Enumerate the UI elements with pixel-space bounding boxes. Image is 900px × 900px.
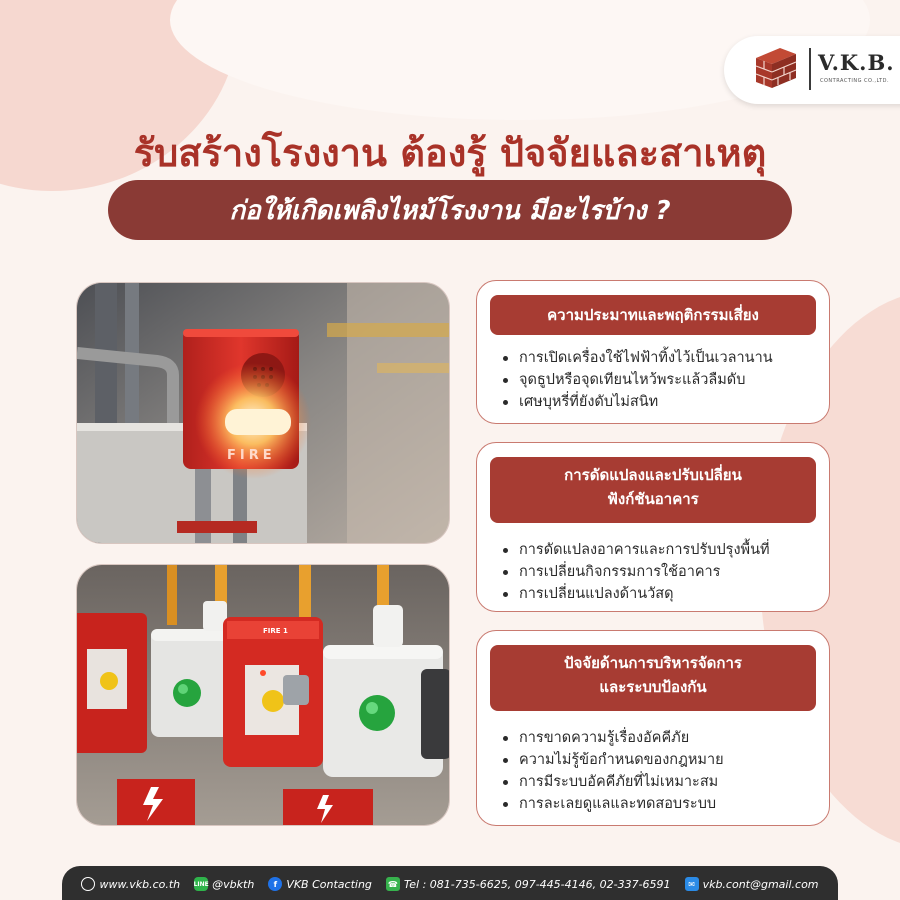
logo-divider [809, 48, 811, 90]
globe-icon [81, 877, 95, 891]
email-text: vkb.cont@gmail.com [702, 877, 819, 891]
list-item: การเปลี่ยนกิจกรรมการใช้อาคาร [499, 561, 819, 583]
card-building-modification [476, 442, 830, 612]
facebook-icon: f [268, 877, 282, 891]
list-item: เศษบุหรี่ที่ยังดับไม่สนิท [499, 391, 819, 413]
brand-logo[interactable] [724, 36, 900, 104]
card-risky-behavior [476, 280, 830, 424]
footer-website[interactable] [81, 877, 180, 891]
card-title: ปัจจัยด้านการบริหารจัดการ และระบบป้องกัน [490, 645, 816, 711]
list-item: การดัดแปลงอาคารและการปรับปรุงพื้นที่ [499, 539, 819, 561]
facebook-text: VKB Contacting [286, 877, 372, 891]
photo-fire-alarm [76, 282, 450, 544]
list-item: การละเลยดูแลและทดสอบระบบ [499, 793, 819, 815]
card-title: ความประมาทและพฤติกรรมเสี่ยง [490, 295, 816, 335]
card-management-factors [476, 630, 830, 826]
brand-name: V.K.B. [818, 50, 895, 75]
fire-label: FIRE [227, 448, 276, 463]
list-item: การมีระบบอัคคีภัยที่ไม่เหมาะสม [499, 771, 819, 793]
brand-subtitle: CONTRACTING CO.,LTD. [820, 78, 890, 84]
subheadline-text: ก่อให้เกิดเพลิงไหม้โรงงาน มีอะไรบ้าง ? [229, 195, 671, 226]
footer-facebook[interactable] [268, 877, 372, 891]
list-item: การเปลี่ยนแปลงด้านวัสดุ [499, 583, 819, 605]
list-item: ความไม่รู้ข้อกำหนดของกฎหมาย [499, 749, 819, 771]
brick-logo-icon [750, 44, 802, 92]
list-item: การขาดความรู้เรื่องอัคคีภัย [499, 727, 819, 749]
website-text: www.vkb.co.th [99, 877, 181, 891]
line-icon: LINE [194, 877, 208, 891]
list-item: การเปิดเครื่องใช้ไฟฟ้าทิ้งไว้เป็นเวลานาน [499, 347, 819, 369]
headline: รับสร้างโรงงาน ต้องรู้ ปัจจัยและสาเหตุ [133, 131, 767, 175]
list-item: จุดธูปหรือจุดเทียนไหว้พระแล้วลืมดับ [499, 369, 819, 391]
phone-icon: ☎ [386, 877, 400, 891]
footer-line[interactable] [194, 877, 254, 891]
phone-text: Tel : 081-735-6625, 097-445-4146, 02-337-6591 [403, 877, 671, 891]
call-point-label: FIRE 1 [263, 627, 288, 635]
card-list [499, 539, 819, 605]
contact-footer [62, 866, 838, 900]
footer-phone[interactable] [386, 877, 671, 891]
photo-manual-call-points [76, 564, 450, 826]
subheadline-banner [108, 180, 792, 240]
footer-email[interactable] [685, 877, 819, 891]
card-title: การดัดแปลงและปรับเปลี่ยน ฟังก์ชันอาคาร [490, 457, 816, 523]
line-text: @vbkth [212, 877, 255, 891]
card-list [499, 727, 819, 815]
mail-icon: ✉ [685, 877, 699, 891]
card-list [499, 347, 819, 413]
